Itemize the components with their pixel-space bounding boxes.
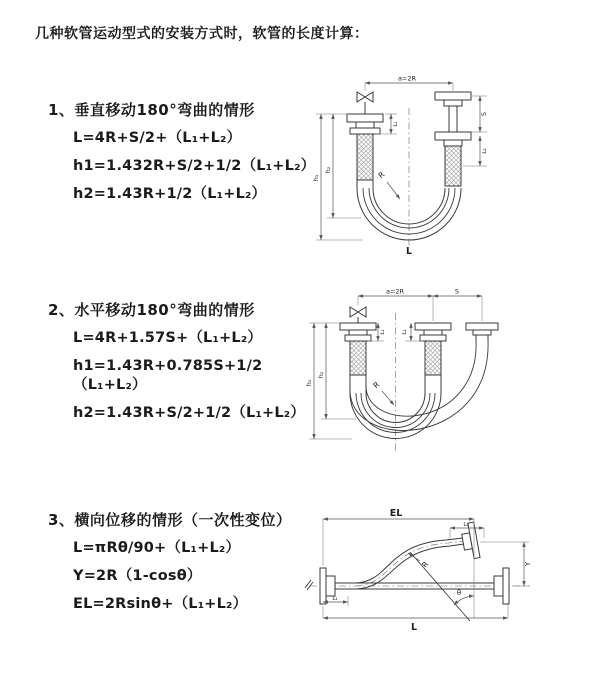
valve-icon — [350, 307, 366, 323]
diagram-horizontal-180-bend — [300, 283, 535, 458]
radius-label: R — [371, 379, 382, 391]
dim-radius — [408, 552, 470, 621]
section-1-heading: 1、垂直移动180°弯曲的情形 — [48, 101, 255, 119]
section-horizontal-movement — [48, 301, 323, 423]
span-label: a=2R — [397, 74, 417, 83]
l2-label: L₂ — [402, 329, 408, 335]
braided-section — [425, 341, 441, 375]
formula-h1: h1=1.432R+S/2+1/2（L₁+L₂） — [73, 158, 316, 174]
dim-l1 — [323, 596, 348, 606]
left-pipe-fitting — [347, 114, 383, 180]
theta-label: θ — [456, 589, 462, 597]
left-pipe-fitting — [340, 323, 376, 375]
dim-theta — [454, 589, 474, 605]
el-label: EL — [389, 508, 403, 519]
formula-h1: h1=1.43R+0.785S+1/2（L₁+L₂） — [73, 358, 263, 393]
dim-radius — [377, 170, 400, 199]
radius-label: R — [376, 169, 387, 181]
l1-label: L₁ — [332, 596, 338, 602]
l2-label: L₂ — [463, 522, 469, 528]
formula-h2: h2=1.43R+1/2（L₁+L₂） — [73, 186, 267, 202]
l1-label: L₁ — [393, 121, 399, 127]
braided-section — [445, 146, 461, 186]
dim-el — [323, 508, 474, 618]
dim-length — [323, 604, 508, 633]
y-label: Y — [524, 561, 532, 567]
valve-icon — [357, 92, 373, 114]
l2-label: L₂ — [482, 148, 488, 154]
page-title: 几种软管运动型式的安装方式时，软管的长度计算： — [35, 26, 369, 42]
l1-label: L₁ — [380, 329, 386, 335]
length-label: L — [410, 622, 418, 633]
h1-label: h₁ — [305, 379, 313, 387]
section-2-heading: 2、水平移动180°弯曲的情形 — [48, 301, 255, 319]
span-label: a=2R — [385, 287, 405, 296]
braided-section — [357, 134, 373, 180]
radius-label: R — [419, 559, 431, 570]
h2-label: h₂ — [317, 371, 325, 379]
middle-pipe-fitting — [415, 323, 451, 375]
section-vertical-movement — [48, 101, 323, 204]
right-pipe-fitting — [435, 92, 471, 186]
centerline-break-icon — [305, 580, 313, 590]
h1-label: h₁ — [312, 174, 320, 182]
section-lateral-displacement — [48, 511, 323, 614]
formula-length: L=4R+1.57S+（L₁+L₂） — [73, 330, 263, 346]
formula-h2: h2=1.43R+S/2+1/2（L₁+L₂） — [73, 405, 306, 421]
dim-span — [365, 75, 453, 92]
length-label: L — [405, 246, 413, 257]
s-label: S — [480, 111, 488, 117]
dim-shift — [433, 288, 482, 322]
dim-s — [471, 96, 488, 132]
hose-displaced — [356, 522, 480, 589]
formula-length: L=4R+S/2+（L₁+L₂） — [73, 130, 242, 146]
moved-pipe-fitting — [466, 323, 498, 341]
shift-label: S — [454, 287, 460, 296]
formula-length: L=πRθ/90+（L₁+L₂） — [73, 540, 241, 556]
diagram-lateral-displacement — [298, 506, 538, 648]
h2-label: h₂ — [324, 166, 332, 174]
section-3-heading: 3、横向位移的情形（一次性变位） — [48, 511, 292, 529]
dim-radius — [372, 380, 394, 405]
diagram-vertical-180-bend — [303, 70, 528, 257]
braided-section — [350, 341, 366, 375]
formula-el: EL=2Rsinθ+（L₁+L₂） — [73, 596, 248, 612]
formula-y: Y=2R（1-cosθ） — [73, 568, 202, 584]
